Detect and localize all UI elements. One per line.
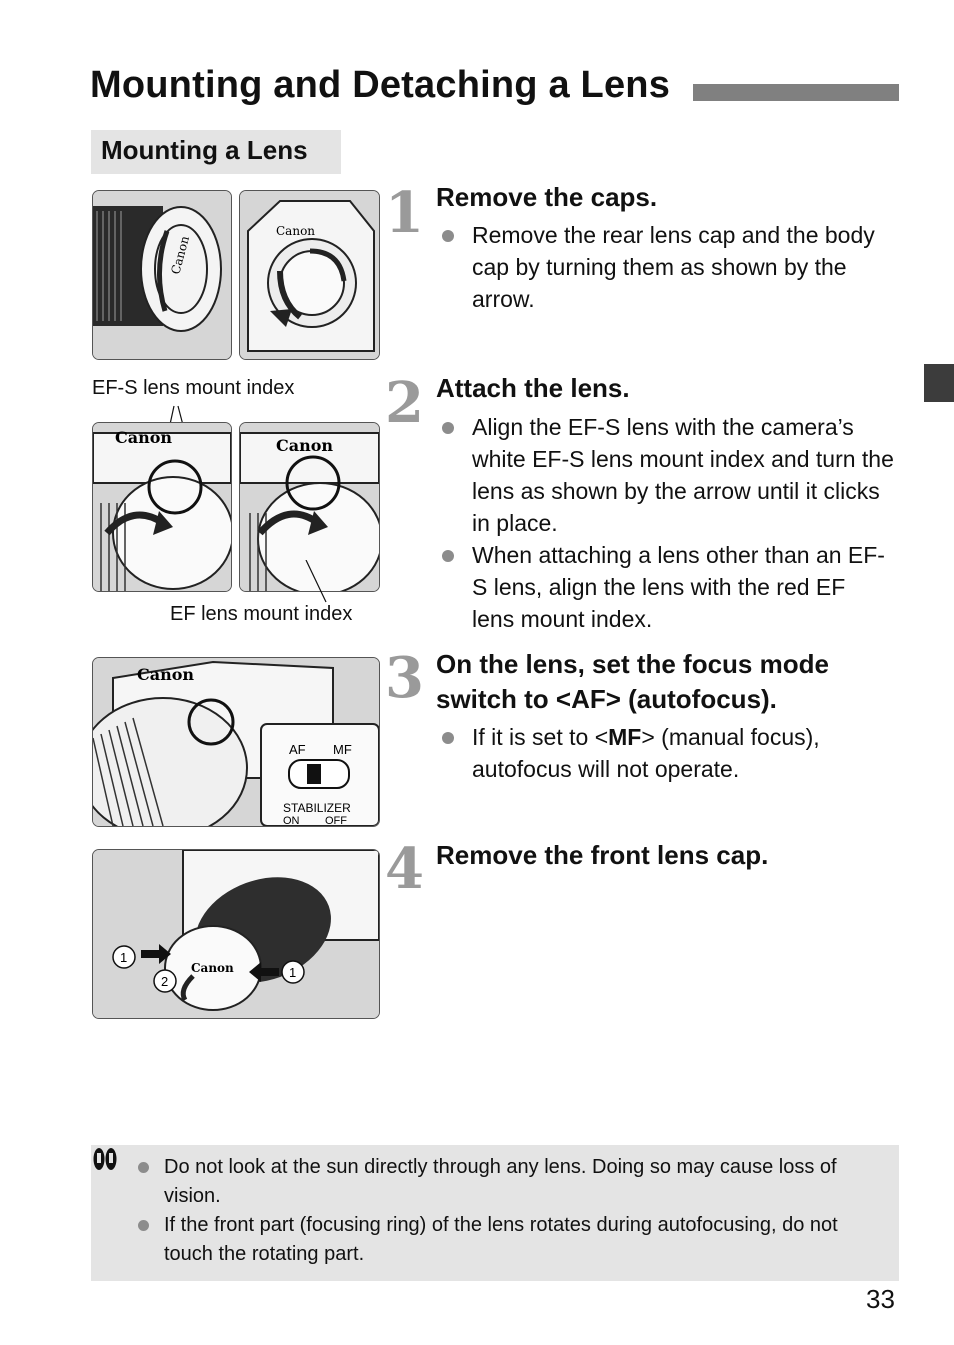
brand-label: Canon: [168, 234, 192, 276]
switch-stabilizer-label: STABILIZER: [283, 801, 351, 815]
step-bullet: [472, 721, 892, 785]
section-heading: [91, 130, 341, 174]
switch-on-label: ON: [283, 815, 300, 826]
page-title: Mounting and Detaching a Lens: [90, 64, 671, 106]
step-bullet: [472, 539, 892, 635]
body-cap-image: [239, 190, 380, 360]
switch-af-label: AF: [289, 742, 306, 757]
step-bullet-text: When attaching a lens other than an EF-S lens, align the lens with the red EF lens mount index.: [472, 542, 885, 632]
brand-label: Canon: [276, 224, 316, 238]
callout-1-right: 1: [289, 965, 297, 980]
front-lens-cap-image: [92, 849, 380, 1019]
focus-switch-image: [92, 657, 380, 827]
step-bullet-text: Align the EF-S lens with the camera’s white EF-S lens mount index and turn the lens as shown by the arrow until it clicks in place.: [472, 414, 894, 536]
step-bullet-text-bold: MF: [608, 724, 642, 750]
caution-item: [164, 1153, 884, 1211]
step-bullet: [472, 219, 892, 315]
chapter-tab: [924, 364, 954, 402]
step-title: On the lens, set the focus mode switch to <AF> (autofocus).: [436, 649, 829, 714]
switch-off-label: OFF: [325, 815, 347, 826]
step-title: Remove the caps.: [436, 182, 658, 212]
section-heading-label: Mounting a Lens: [101, 135, 308, 165]
bullet-dot: [138, 1220, 149, 1231]
rear-lens-cap-image: [92, 190, 232, 360]
step-number: 3: [385, 645, 424, 711]
caution-icon: [91, 1145, 121, 1175]
caution-box: [91, 1145, 899, 1281]
switch-mf-label: MF: [333, 742, 352, 757]
step-number: 2: [385, 370, 424, 436]
step-number: 1: [385, 180, 424, 246]
title-rule: [693, 84, 899, 101]
brand-label: Canon: [137, 665, 195, 684]
step-bullet-text-post: > (manual focus), autofocus will not operate.: [472, 724, 820, 782]
step-bullet-text-pre: If it is set to <: [472, 724, 609, 750]
ef-index-label: EF lens mount index: [170, 603, 353, 625]
caution-item-text: If the front part (focusing ring) of the lens rotates during autofocusing, do not touch the rotating part.: [164, 1214, 838, 1265]
bullet-dot: [442, 422, 454, 434]
step-title: Remove the front lens cap.: [436, 840, 769, 870]
brand-label: Canon: [191, 961, 234, 975]
bullet-dot: [138, 1162, 149, 1173]
bullet-dot: [442, 230, 454, 242]
bullet-dot: [442, 732, 454, 744]
caution-item: [164, 1211, 889, 1269]
callout-2: 2: [161, 974, 169, 989]
caution-item-text: Do not look at the sun directly through any lens. Doing so may cause loss of vision.: [164, 1156, 837, 1207]
attach-lens-efs-image: [92, 422, 232, 592]
brand-label: Canon: [115, 428, 173, 447]
bullet-dot: [442, 550, 454, 562]
page-number: 33: [866, 1284, 895, 1314]
ef-index-pointer: [300, 560, 340, 604]
efs-index-label: EF-S lens mount index: [92, 377, 295, 399]
step-title: Attach the lens.: [436, 373, 630, 403]
step-bullet-text: Remove the rear lens cap and the body cap by turning them as shown by the arrow.: [472, 222, 875, 312]
callout-1-left: 1: [120, 950, 128, 965]
step-number: 4: [385, 836, 424, 902]
step-bullet: [472, 411, 902, 539]
brand-label: Canon: [276, 436, 334, 455]
